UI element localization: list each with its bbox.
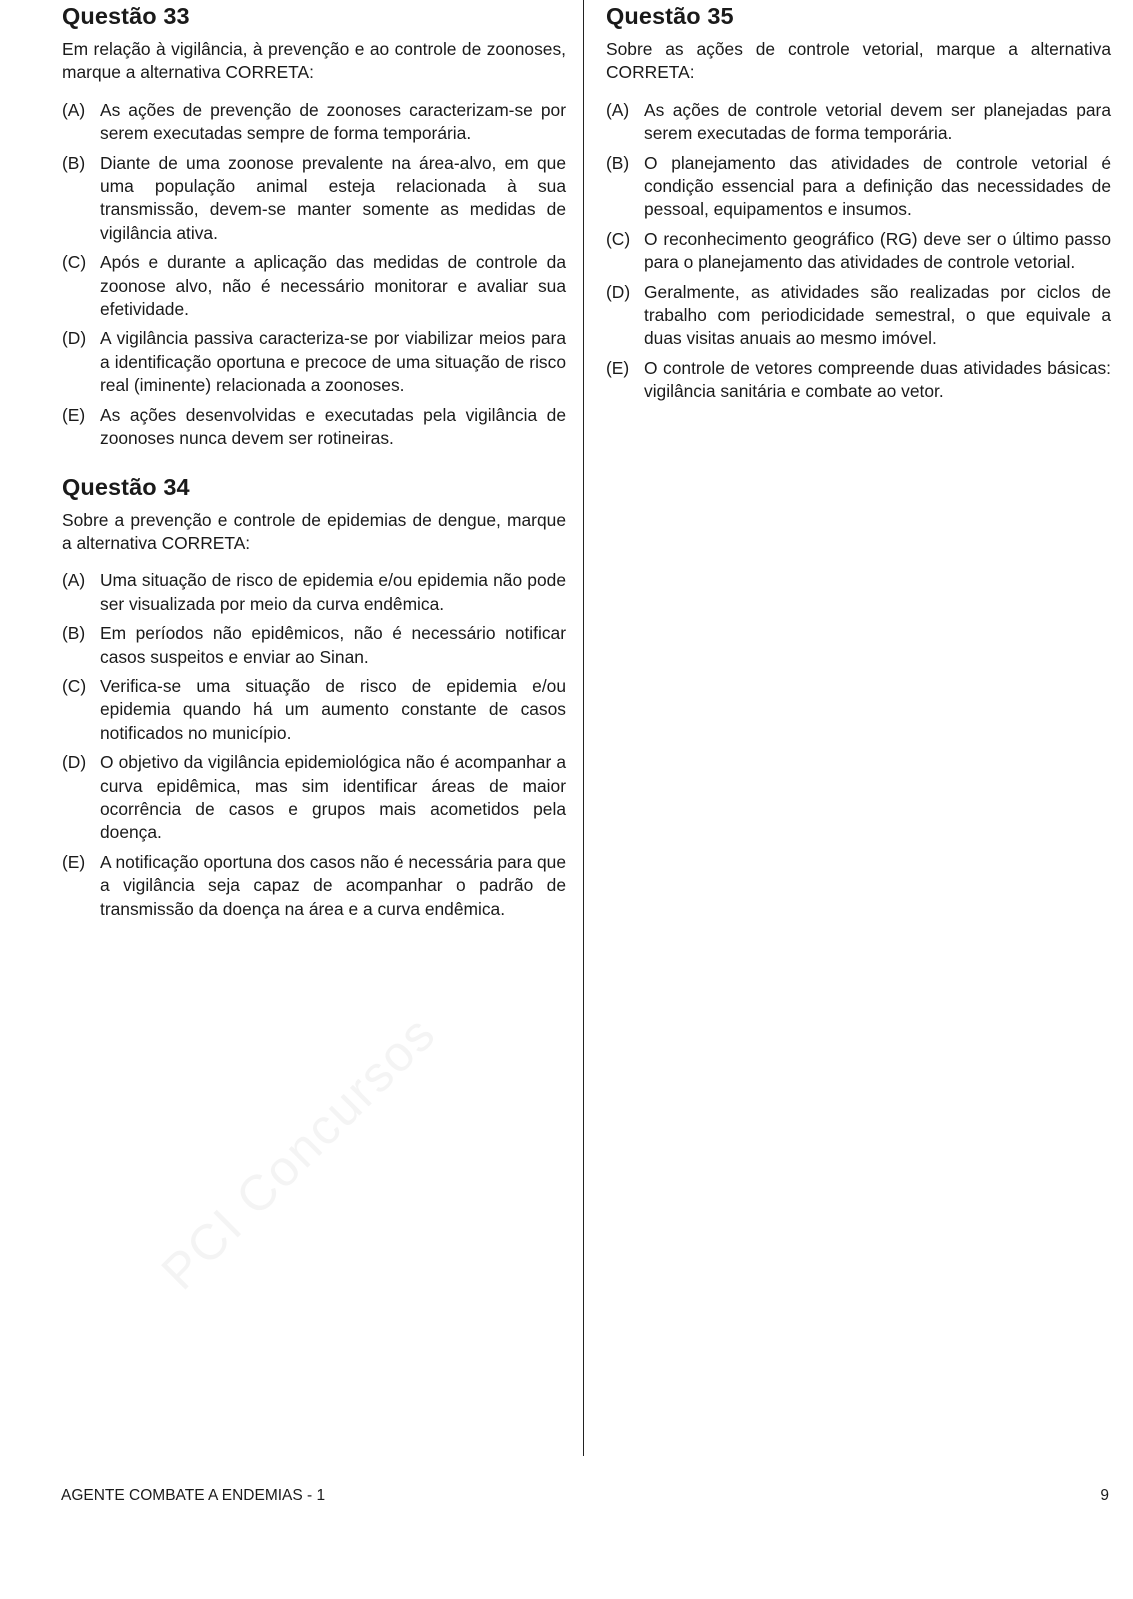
options-list (606, 99, 1111, 404)
option-text: Diante de uma zoonose prevalente na área-alvo, em que uma população animal esteja relacionada à sua transmissão, devem-se manter somente as medidas de vigilância ativa. (100, 152, 566, 243)
option-letter: (C) (62, 675, 87, 696)
question-title: Questão 35 (606, 3, 734, 29)
left-column (62, 0, 566, 927)
option-letter: (A) (62, 99, 86, 120)
option-d (62, 327, 566, 397)
option-text: As ações desenvolvidas e executadas pela vigilância de zoonoses nunca devem ser rotineiras. (100, 404, 566, 449)
option-a (62, 569, 566, 616)
question-stem: Em relação à vigilância, à prevenção e ao controle de zoonoses, marque a alternativa CORRETA: (62, 39, 566, 83)
option-c (62, 675, 566, 745)
watermark: PCI Concursos (150, 1004, 447, 1301)
option-text: A notificação oportuna dos casos não é necessária para que a vigilância seja capaz de acompanhar o padrão de transmissão da doença na área e a curva endêmica. (100, 851, 566, 919)
option-text: Geralmente, as atividades são realizadas por ciclos de trabalho com periodicidade semestral, o que equivale a duas visitas anuais ao mesmo imóvel. (644, 281, 1111, 349)
option-letter: (B) (62, 152, 86, 173)
option-d (62, 751, 566, 845)
option-b (606, 152, 1111, 222)
option-text: O controle de vetores compreende duas atividades básicas: vigilância sanitária e combate ao vetor. (644, 357, 1111, 402)
option-letter: (C) (606, 228, 631, 249)
option-text: Em períodos não epidêmicos, não é necessário notificar casos suspeitos e enviar ao Sinan. (100, 623, 566, 667)
question-35 (606, 0, 1111, 404)
options-list (62, 569, 566, 921)
option-letter: (D) (606, 281, 631, 302)
question-title: Questão 33 (62, 3, 190, 29)
column-divider (583, 0, 584, 1456)
question-stem: Sobre as ações de controle vetorial, marque a alternativa CORRETA: (606, 39, 1111, 83)
option-text: O reconhecimento geográfico (RG) deve ser o último passo para o planejamento das atividades de controle vetorial. (644, 228, 1111, 273)
option-c (62, 251, 566, 321)
option-c (606, 228, 1111, 275)
footer-page-number: 9 (1100, 1487, 1109, 1504)
option-letter: (E) (62, 404, 86, 425)
option-text: Uma situação de risco de epidemia e/ou epidemia não pode ser visualizada por meio da curva endêmica. (100, 570, 566, 614)
option-a (606, 99, 1111, 146)
option-b (62, 622, 566, 669)
option-e (606, 357, 1111, 404)
option-text: As ações de prevenção de zoonoses caracterizam-se por serem executadas sempre de forma temporária. (100, 99, 566, 144)
question-title: Questão 34 (62, 473, 190, 500)
option-letter: (E) (62, 851, 86, 872)
option-letter: (C) (62, 252, 87, 273)
option-letter: (B) (62, 623, 86, 644)
option-text: Após e durante a aplicação das medidas de controle da zoonose alvo, não é necessário monitorar e avaliar sua efetividade. (100, 252, 566, 320)
option-letter: (A) (62, 570, 86, 591)
option-letter: (D) (62, 752, 87, 773)
option-e (62, 851, 566, 921)
footer-exam-name: AGENTE COMBATE A ENDEMIAS - 1 (61, 1487, 326, 1504)
option-e (62, 404, 566, 451)
option-text: O planejamento das atividades de controle vetorial é condição essencial para a definição das necessidades de pessoal, equipamentos e insumos. (644, 152, 1111, 220)
option-letter: (A) (606, 99, 630, 120)
option-a (62, 99, 566, 146)
option-text: O objetivo da vigilância epidemiológica não é acompanhar a curva epidêmica, mas sim identificar áreas de maior ocorrência de casos e grupos mais acometidos pela doença. (100, 752, 566, 843)
option-b (62, 152, 566, 246)
option-text: Verifica-se uma situação de risco de epidemia e/ou epidemia quando há um aumento constante de casos notificados no município. (100, 675, 566, 743)
options-list (62, 99, 566, 451)
question-33 (62, 0, 566, 451)
question-34 (62, 471, 566, 922)
option-letter: (D) (62, 328, 87, 349)
option-text: As ações de controle vetorial devem ser planejadas para serem executadas de forma temporária. (644, 99, 1111, 144)
right-column (606, 0, 1111, 410)
option-letter: (E) (606, 357, 630, 378)
question-stem: Sobre a prevenção e controle de epidemias de dengue, marque a alternativa CORRETA: (62, 509, 566, 553)
option-d (606, 281, 1111, 351)
option-letter: (B) (606, 152, 630, 173)
option-text: A vigilância passiva caracteriza-se por viabilizar meios para a identificação oportuna e precoce de uma situação de risco real (iminente) relacionada a zoonoses. (100, 328, 566, 396)
